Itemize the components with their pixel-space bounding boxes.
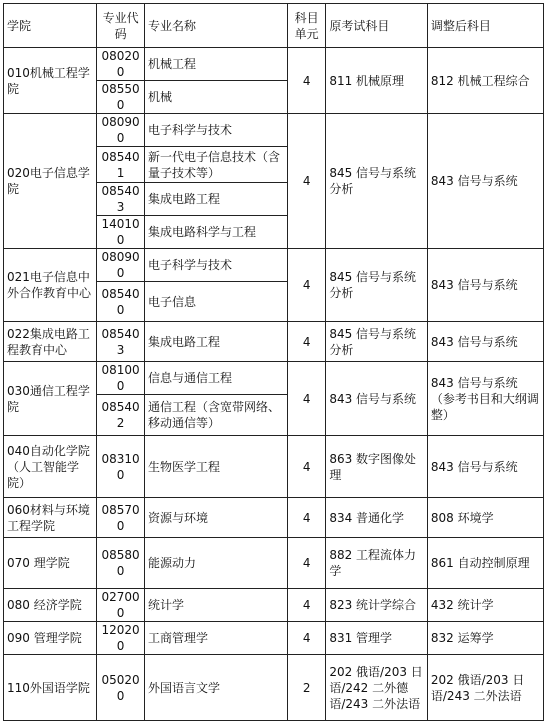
adjusted-subject-cell: 432 统计学	[427, 589, 543, 622]
adjusted-subject-cell: 843 信号与系统（参考书目和大纲调整）	[427, 362, 543, 436]
original-subject-cell: 845 信号与系统分析	[326, 249, 428, 322]
unit-cell: 4	[287, 622, 325, 655]
unit-cell: 4	[287, 498, 325, 538]
table-container	[3, 3, 544, 721]
college-cell: 070 理学院	[4, 538, 97, 589]
original-subject-cell: 202 俄语/203 日语/242 二外德语/243 二外法语	[326, 655, 428, 721]
major-code-cell: 027000	[97, 589, 145, 622]
header-major: 专业名称	[144, 4, 287, 48]
major-code-cell: 085800	[97, 538, 145, 589]
major-code-cell: 050200	[97, 655, 145, 721]
college-cell: 030通信工程学院	[4, 362, 97, 436]
major-code-cell: 085700	[97, 498, 145, 538]
unit-cell: 4	[287, 114, 325, 249]
header-code: 专业代码	[97, 4, 145, 48]
unit-cell: 4	[287, 538, 325, 589]
major-code-cell: 083100	[97, 436, 145, 498]
original-subject-cell: 811 机械原理	[326, 48, 428, 114]
major-name-cell: 集成电路工程	[144, 322, 287, 362]
adjusted-subject-cell: 812 机械工程综合	[427, 48, 543, 114]
major-name-cell: 机械	[144, 81, 287, 114]
major-code-cell: 085401	[97, 147, 145, 183]
college-cell: 060材料与环境工程学院	[4, 498, 97, 538]
college-cell: 021电子信息中外合作教育中心	[4, 249, 97, 322]
table-row	[4, 622, 544, 655]
major-name-cell: 机械工程	[144, 48, 287, 81]
major-name-cell: 工商管理学	[144, 622, 287, 655]
major-name-cell: 电子科学与技术	[144, 114, 287, 147]
table-row	[4, 48, 544, 81]
major-code-cell: 085403	[97, 322, 145, 362]
adjusted-subject-cell: 843 信号与系统	[427, 114, 543, 249]
major-name-cell: 信息与通信工程	[144, 362, 287, 395]
college-cell: 022集成电路工程教育中心	[4, 322, 97, 362]
table-row	[4, 655, 544, 721]
adjusted-subject-cell: 843 信号与系统	[427, 322, 543, 362]
table-row	[4, 436, 544, 498]
major-name-cell: 生物医学工程	[144, 436, 287, 498]
major-code-cell: 080200	[97, 48, 145, 81]
unit-cell: 4	[287, 436, 325, 498]
major-code-cell: 080900	[97, 249, 145, 282]
original-subject-cell: 845 信号与系统分析	[326, 322, 428, 362]
major-name-cell: 新一代电子信息技术（含量子技术等）	[144, 147, 287, 183]
adjusted-subject-cell: 808 环境学	[427, 498, 543, 538]
header-unit: 科目单元	[287, 4, 325, 48]
unit-cell: 2	[287, 655, 325, 721]
unit-cell: 4	[287, 249, 325, 322]
major-name-cell: 能源动力	[144, 538, 287, 589]
major-name-cell: 集成电路科学与工程	[144, 216, 287, 249]
subject-adjustment-table	[3, 3, 544, 721]
header-adj: 调整后科目	[427, 4, 543, 48]
unit-cell: 4	[287, 589, 325, 622]
table-body	[4, 48, 544, 721]
major-name-cell: 外国语言文学	[144, 655, 287, 721]
adjusted-subject-cell: 843 信号与系统	[427, 436, 543, 498]
college-cell: 090 管理学院	[4, 622, 97, 655]
original-subject-cell: 882 工程流体力学	[326, 538, 428, 589]
table-row	[4, 249, 544, 282]
original-subject-cell: 845 信号与系统分析	[326, 114, 428, 249]
original-subject-cell: 831 管理学	[326, 622, 428, 655]
major-code-cell: 080900	[97, 114, 145, 147]
original-subject-cell: 863 数字图像处理	[326, 436, 428, 498]
college-cell: 110外国语学院	[4, 655, 97, 721]
major-name-cell: 电子科学与技术	[144, 249, 287, 282]
unit-cell: 4	[287, 322, 325, 362]
unit-cell: 4	[287, 48, 325, 114]
college-cell: 020电子信息学院	[4, 114, 97, 249]
header-college: 学院	[4, 4, 97, 48]
original-subject-cell: 843 信号与系统	[326, 362, 428, 436]
major-code-cell: 120200	[97, 622, 145, 655]
table-row	[4, 538, 544, 589]
major-name-cell: 集成电路工程	[144, 183, 287, 216]
college-cell: 080 经济学院	[4, 589, 97, 622]
adjusted-subject-cell: 832 运筹学	[427, 622, 543, 655]
table-row	[4, 362, 544, 395]
major-name-cell: 通信工程（含宽带网络、移动通信等）	[144, 395, 287, 436]
unit-cell: 4	[287, 362, 325, 436]
major-name-cell: 统计学	[144, 589, 287, 622]
header-row	[4, 4, 544, 48]
major-code-cell: 085403	[97, 183, 145, 216]
major-code-cell: 085400	[97, 282, 145, 322]
adjusted-subject-cell: 202 俄语/203 日语/243 二外法语	[427, 655, 543, 721]
major-code-cell: 085402	[97, 395, 145, 436]
college-cell: 040自动化学院（人工智能学院）	[4, 436, 97, 498]
major-code-cell: 081000	[97, 362, 145, 395]
major-name-cell: 资源与环境	[144, 498, 287, 538]
original-subject-cell: 823 统计学综合	[326, 589, 428, 622]
header-orig: 原考试科目	[326, 4, 428, 48]
table-row	[4, 322, 544, 362]
major-code-cell: 085500	[97, 81, 145, 114]
table-row	[4, 589, 544, 622]
table-row	[4, 114, 544, 147]
major-name-cell: 电子信息	[144, 282, 287, 322]
original-subject-cell: 834 普通化学	[326, 498, 428, 538]
table-row	[4, 498, 544, 538]
adjusted-subject-cell: 843 信号与系统	[427, 249, 543, 322]
adjusted-subject-cell: 861 自动控制原理	[427, 538, 543, 589]
major-code-cell: 140100	[97, 216, 145, 249]
college-cell: 010机械工程学院	[4, 48, 97, 114]
